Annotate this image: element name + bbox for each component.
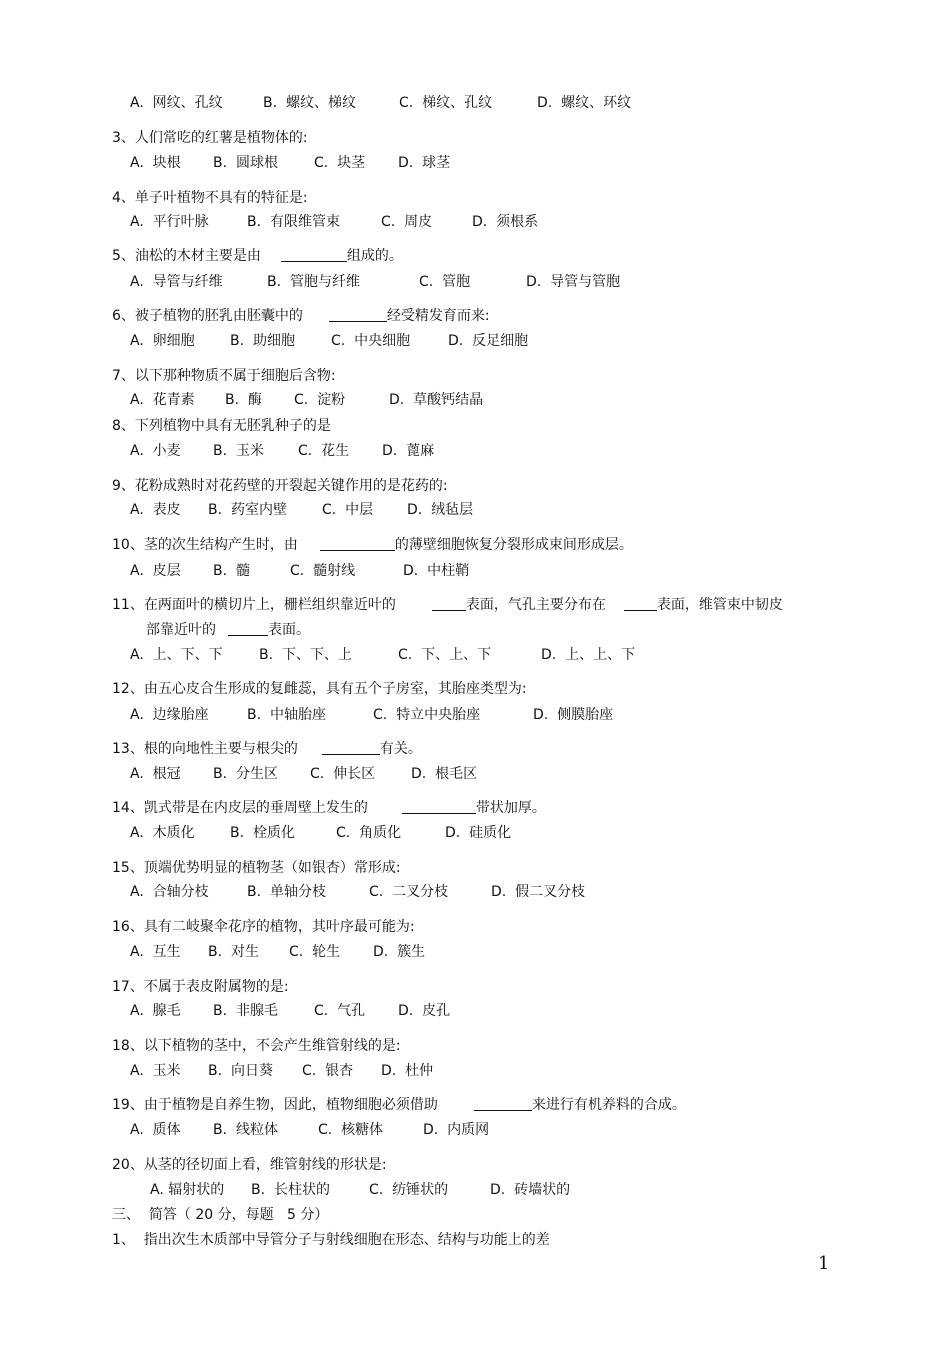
q13-option-c: C. 伸长区 [310, 766, 376, 782]
q11-option-b: B. 下、下、上 [259, 647, 352, 663]
q19-stem-start: 19、由于植物是自养生物，因此，植物细胞必须借助 [112, 1097, 438, 1113]
q19-stem [112, 1095, 686, 1115]
q2-option-d: D. 螺纹、环纹 [537, 95, 632, 111]
q4-option-c: C. 周皮 [381, 214, 433, 230]
q13-stem-start: 13、根的向地性主要与根尖的 [112, 741, 298, 757]
q5-option-c: C. 管胞 [419, 274, 471, 290]
q11-stem-part3: 表面，维管束中韧皮 [656, 597, 783, 613]
q15-option-b: B. 单轴分枝 [247, 884, 326, 900]
q7-option-d: D. 草酸钙结晶 [389, 392, 484, 408]
q10-stem-end: 的薄壁细胞恢复分裂形成束间形成层。 [394, 537, 633, 553]
q19-option-c: C. 核糖体 [318, 1122, 384, 1138]
q6-options [0, 331, 950, 351]
q5-stem [112, 246, 403, 266]
q12-options [0, 705, 950, 725]
q16-option-c: C. 轮生 [289, 944, 341, 960]
q13-option-d: D. 根毛区 [411, 766, 478, 782]
q11-answer-blank-3 [228, 621, 268, 636]
q10-stem-start: 10、茎的次生结构产生时，由 [112, 537, 298, 553]
q6-option-a: A. 卵细胞 [130, 333, 195, 349]
q13-option-a: A. 根冠 [130, 766, 181, 782]
q16-stem: 16、具有二岐聚伞花序的植物，其叶序最可能为: [112, 919, 415, 935]
q17-option-c: C. 气孔 [314, 1003, 366, 1019]
q9-option-c: C. 中层 [322, 502, 374, 518]
q9-options [0, 500, 950, 520]
q19-answer-blank [474, 1096, 532, 1111]
q12-option-b: B. 中轴胎座 [247, 707, 326, 723]
q4-option-b: B. 有限维管束 [247, 214, 340, 230]
q10-stem [112, 535, 633, 555]
q9-option-b: B. 药室内壁 [208, 502, 287, 518]
q13-stem-end: 有关。 [379, 741, 422, 757]
q16-option-b: B. 对生 [208, 944, 259, 960]
q17-stem: 17、不属于表皮附属物的是: [112, 979, 289, 995]
q19-option-a: A. 质体 [130, 1122, 181, 1138]
q11-option-c: C. 下、上、下 [398, 647, 492, 663]
q6-answer-blank [329, 307, 387, 322]
q12-option-a: A. 边缘胎座 [130, 707, 209, 723]
q13-answer-blank [322, 740, 380, 755]
q2-options [0, 93, 950, 113]
q17-options [0, 1001, 950, 1021]
q16-option-a: A. 互生 [130, 944, 181, 960]
q14-stem [112, 798, 546, 818]
q3-option-c: C. 块茎 [314, 155, 366, 171]
q14-options [0, 823, 950, 843]
q7-options [0, 390, 950, 410]
q20-option-c: C. 纺锤状的 [369, 1182, 449, 1198]
short-answer-q1: 1、 指出次生木质部中导管分子与射线细胞在形态、结构与功能上的差 [112, 1232, 550, 1248]
q7-option-a: A. 花青素 [130, 392, 195, 408]
q11-options [0, 645, 950, 665]
q14-option-c: C. 角质化 [336, 825, 402, 841]
q4-stem: 4、单子叶植物不具有的特征是: [112, 190, 308, 206]
q18-stem: 18、以下植物的茎中，不会产生维管射线的是: [112, 1038, 401, 1054]
q20-stem: 20、从茎的径切面上看，维管射线的形状是: [112, 1157, 387, 1173]
q4-option-d: D. 须根系 [472, 214, 539, 230]
q14-stem-start: 14、凯式带是在内皮层的垂周壁上发生的 [112, 800, 368, 816]
q14-stem-end: 带状加厚。 [475, 800, 546, 816]
q7-stem: 7、以下那种物质不属于细胞后含物: [112, 368, 336, 384]
q11-stem-line1 [112, 595, 783, 615]
q7-option-b: B. 酶 [225, 392, 262, 408]
q6-stem [112, 306, 490, 326]
q14-option-d: D. 硅质化 [445, 825, 512, 841]
q20-option-b: B. 长柱状的 [251, 1182, 330, 1198]
q6-option-b: B. 助细胞 [230, 333, 295, 349]
q19-options [0, 1120, 950, 1140]
q10-answer-blank [320, 536, 395, 551]
q8-option-a: A. 小麦 [130, 443, 181, 459]
q3-option-a: A. 块根 [130, 155, 181, 171]
q15-options [0, 882, 950, 902]
q8-option-b: B. 玉米 [213, 443, 264, 459]
q6-option-d: D. 反足细胞 [448, 333, 529, 349]
q16-options [0, 942, 950, 962]
section-3-heading: 三、 简答（ 20 分，每题 5 分） [112, 1207, 329, 1223]
q12-option-d: D. 侧膜胎座 [533, 707, 614, 723]
q11-stem-part5: 表面。 [268, 622, 310, 638]
q8-option-d: D. 蓖麻 [382, 443, 435, 459]
q15-option-d: D. 假二叉分枝 [491, 884, 586, 900]
q4-option-a: A. 平行叶脉 [130, 214, 209, 230]
q3-option-d: D. 球茎 [398, 155, 451, 171]
q18-option-c: C. 银杏 [302, 1063, 354, 1079]
q14-answer-blank [402, 799, 476, 814]
q6-option-c: C. 中央细胞 [331, 333, 411, 349]
q14-option-a: A. 木质化 [130, 825, 195, 841]
q15-option-a: A. 合轴分枝 [130, 884, 209, 900]
q16-option-d: D. 簇生 [373, 944, 426, 960]
q20-options [0, 1180, 950, 1200]
q6-stem-start: 6、被子植物的胚乳由胚囊中的 [112, 308, 303, 324]
q8-options [0, 441, 950, 461]
q11-answer-blank-2 [624, 596, 657, 611]
q10-option-a: A. 皮层 [130, 563, 181, 579]
q20-option-d: D. 砖墙状的 [490, 1182, 571, 1198]
q20-option-a: A. 辐射状的 [150, 1182, 225, 1198]
q10-options [0, 561, 950, 581]
q3-option-b: B. 圆球根 [213, 155, 278, 171]
q18-option-b: B. 向日葵 [208, 1063, 273, 1079]
q5-stem-end: 组成的。 [346, 248, 403, 264]
q13-options [0, 764, 950, 784]
q6-stem-end: 经受精发育而来: [386, 308, 490, 324]
q5-stem-start: 5、油松的木材主要是由 [112, 248, 261, 264]
q18-option-a: A. 玉米 [130, 1063, 181, 1079]
q17-option-b: B. 非腺毛 [213, 1003, 278, 1019]
q5-options [0, 272, 950, 292]
q4-options [0, 212, 950, 232]
q11-option-a: A. 上、下、下 [130, 647, 223, 663]
q17-option-a: A. 腺毛 [130, 1003, 181, 1019]
q18-options [0, 1061, 950, 1081]
q11-stem-part2: 表面，气孔主要分布在 [465, 597, 606, 613]
q9-option-d: D. 绒毡层 [407, 502, 474, 518]
q10-option-c: C. 髓射线 [290, 563, 356, 579]
q11-stem-part1: 11、在两面叶的横切片上，栅栏组织靠近叶的 [112, 597, 396, 613]
q13-stem [112, 739, 422, 759]
q11-stem-part4: 部靠近叶的 [146, 622, 216, 638]
q12-stem: 12、由五心皮合生形成的复雌蕊，具有五个子房室，其胎座类型为: [112, 681, 527, 697]
q12-option-c: C. 特立中央胎座 [373, 707, 481, 723]
q2-option-b: B. 螺纹、梯纹 [263, 95, 356, 111]
q19-option-b: B. 线粒体 [213, 1122, 278, 1138]
q19-option-d: D. 内质网 [423, 1122, 490, 1138]
q14-option-b: B. 栓质化 [230, 825, 295, 841]
page-number: 1 [818, 1253, 830, 1274]
q5-option-b: B. 管胞与纤维 [267, 274, 360, 290]
q9-stem: 9、花粉成熟时对花药壁的开裂起关键作用的是花药的: [112, 478, 448, 494]
q18-option-d: D. 杜仲 [381, 1063, 434, 1079]
q13-option-b: B. 分生区 [213, 766, 278, 782]
q9-option-a: A. 表皮 [130, 502, 181, 518]
q5-answer-blank [281, 247, 347, 262]
q2-option-a: A. 网纹、孔纹 [130, 95, 223, 111]
q15-option-c: C. 二叉分枝 [369, 884, 449, 900]
q5-option-d: D. 导管与管胞 [526, 274, 621, 290]
q2-option-c: C. 梯纹、孔纹 [399, 95, 493, 111]
q7-option-c: C. 淀粉 [294, 392, 346, 408]
q15-stem: 15、顶端优势明显的植物茎（如银杏）常形成: [112, 860, 401, 876]
q3-stem: 3、人们常吃的红薯是植物体的: [112, 130, 308, 146]
q8-option-c: C. 花生 [298, 443, 350, 459]
q10-option-d: D. 中柱鞘 [403, 563, 470, 579]
q10-option-b: B. 髓 [213, 563, 250, 579]
q11-option-d: D. 上、上、下 [541, 647, 636, 663]
q5-option-a: A. 导管与纤维 [130, 274, 223, 290]
q17-option-d: D. 皮孔 [398, 1003, 451, 1019]
q8-stem: 8、下列植物中具有无胚乳种子的是 [112, 418, 331, 434]
q11-stem-line2 [146, 620, 310, 640]
q19-stem-end: 来进行有机养料的合成。 [531, 1097, 686, 1113]
q3-options [0, 153, 950, 173]
q11-answer-blank-1 [432, 596, 466, 611]
